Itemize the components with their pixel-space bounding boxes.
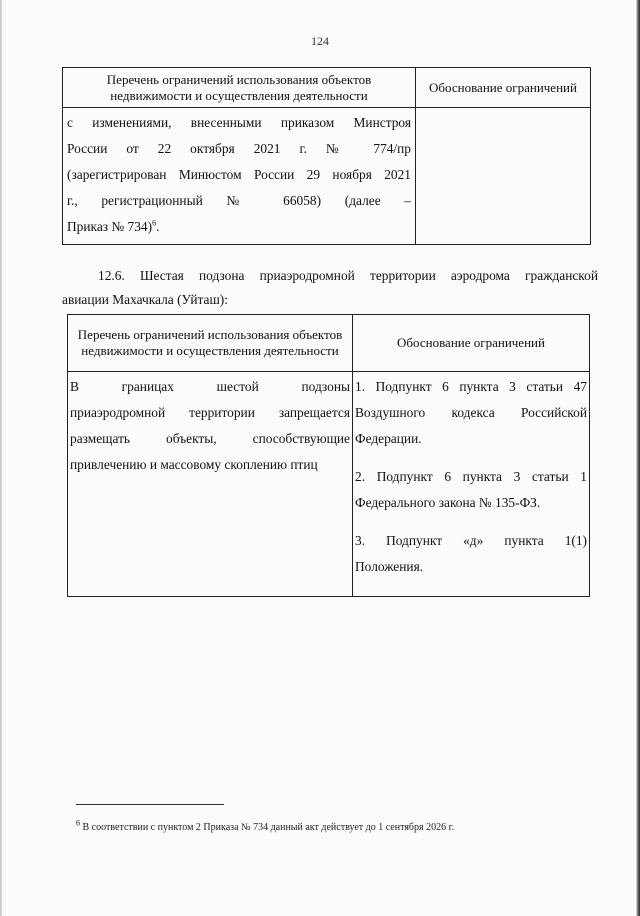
header-restrictions-list: Перечень ограничений использования объектов недвижимости и осуществления деятельности: [68, 315, 353, 372]
justification-item: [355, 528, 587, 580]
justification-item: [355, 374, 587, 452]
footnote-ref: 6: [152, 218, 157, 228]
footnote: [76, 818, 455, 833]
footnote-text: В соответствии с пунктом 2 Приказа № 734 данный акт действует до 1 сентября 2026 г.: [82, 822, 455, 833]
text-line: В границах шестой подзоны: [70, 379, 350, 394]
restriction-cell: [63, 108, 416, 245]
table-header-row: [63, 68, 591, 108]
justification-item: [355, 464, 587, 516]
scan-left-edge: [0, 0, 2, 916]
text-line: Федерации.: [355, 431, 422, 446]
text-line: 3. Подпункт «д» пункта 1(1): [355, 533, 587, 548]
header-justification: Обоснование ограничений: [416, 68, 591, 108]
restrictions-table-continued: [62, 67, 591, 245]
section-heading-12-6: [62, 264, 598, 312]
table-row: [68, 372, 590, 597]
justification-cell: [353, 372, 590, 597]
text-line: 2. Подпункт 6 пункта 3 статьи 1: [355, 469, 587, 484]
order-reference: Приказ № 734): [67, 219, 153, 234]
paragraph-line: 12.6. Шестая подзона приаэродромной территории аэродрома гражданской: [98, 268, 598, 283]
table-header-row: [68, 315, 590, 372]
text-line: размещать объекты, способствующие: [70, 431, 350, 446]
paragraph-line: авиации Махачкала (Уйташ):: [62, 292, 228, 307]
justification-cell: [416, 108, 591, 245]
restriction-cell: [68, 372, 353, 597]
text-line: (зарегистрирован Минюстом России 29 ноября 2021: [67, 167, 411, 182]
header-justification: Обоснование ограничений: [353, 315, 590, 372]
text-line: с изменениями, внесенными приказом Минстроя: [67, 115, 411, 130]
text-line: Приказ № 734)$^6$.: [67, 218, 160, 234]
text-line: Воздушного кодекса Российской: [355, 405, 587, 420]
page-number: 124: [311, 34, 329, 48]
text-line: Положения.: [355, 559, 424, 574]
table-row: [63, 108, 591, 245]
text-line: 1. Подпункт 6 пункта 3 статьи 47: [355, 379, 587, 394]
text-line: России от 22 октября 2021 г. № 774/пр: [67, 141, 411, 156]
footnote-number: 6: [76, 818, 80, 828]
restrictions-table-subzone-6: [67, 314, 590, 597]
text-line: привлечению и массовому скоплению птиц: [70, 457, 318, 472]
text-line: Федерального закона № 135-ФЗ.: [355, 495, 541, 510]
text-line: приаэродромной территории запрещается: [70, 405, 350, 420]
header-restrictions-list: Перечень ограничений использования объектов недвижимости и осуществления деятельности: [63, 68, 416, 108]
scan-right-edge-shadow: [636, 0, 640, 916]
text-line: г., регистрационный № 66058) (далее –: [67, 193, 411, 208]
footnote-separator: [76, 804, 224, 805]
